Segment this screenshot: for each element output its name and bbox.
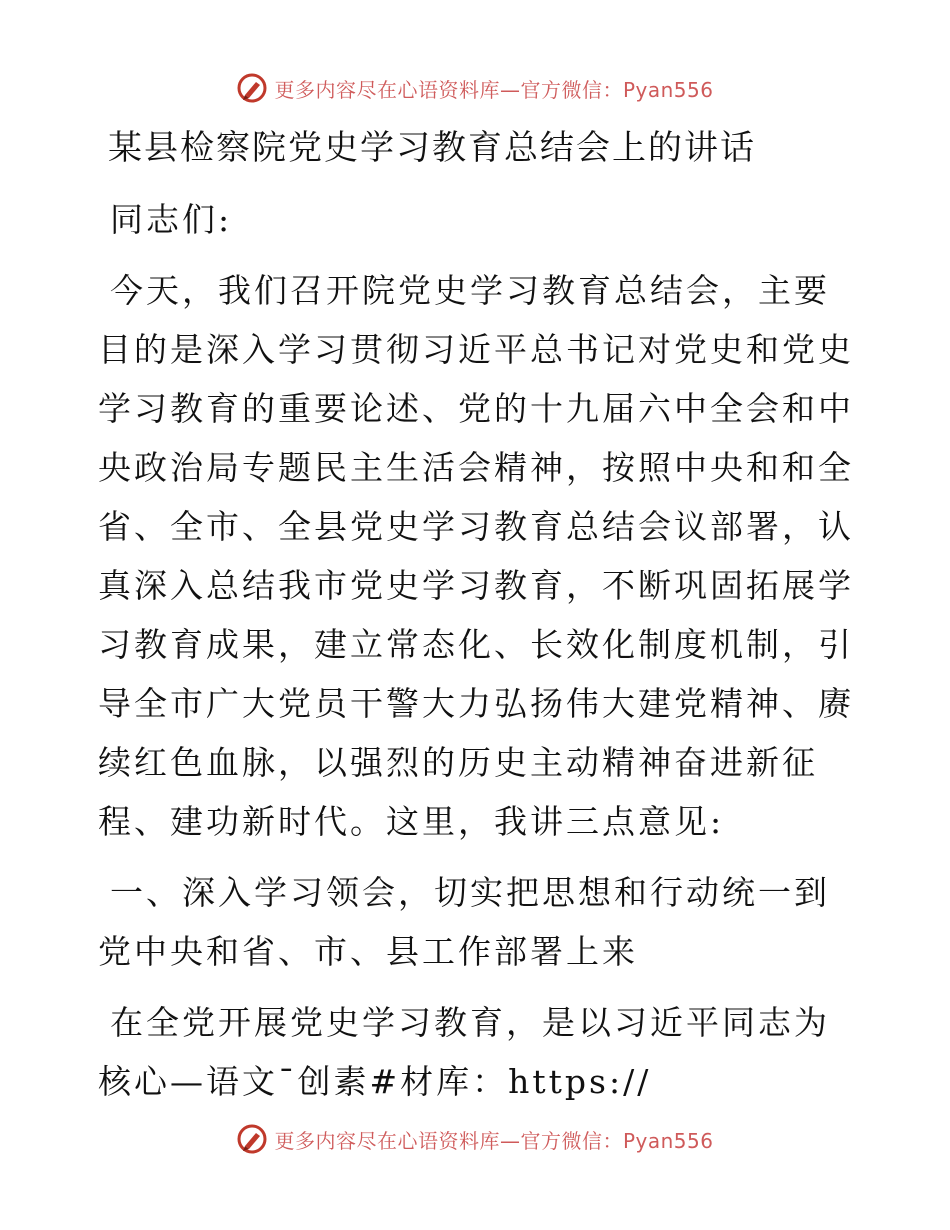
paragraph-2: 在全党开展党史学习教育，是以习近平同志为核心—语文¯创素#材库：https:// [98,1003,830,1101]
watermark-header [0,72,950,104]
pen-nib-logo-icon [236,1123,268,1155]
document-title: 某县检察院党史学习教育总结会上的讲话 [108,128,756,168]
document-body [98,120,858,1111]
watermark-footer [0,1123,950,1155]
greeting: 同志们: [110,200,233,239]
watermark-text: 更多内容尽在心语资料库—官方微信：Pyan556 [274,1128,714,1153]
watermark-text: 更多内容尽在心语资料库—官方微信：Pyan556 [274,77,714,102]
paragraph-1: 今天，我们召开院党史学习教育总结会，主要目的是深入学习贯彻习近平总书记对党史和党史学习教育的重要论述、党的十九届六中全会和中央政治局专题民主生活会精神，按照中央和和全省、全市、全县党史学习教育总结会议部署，认真深入总结我市党史学习教育，不断巩固拓展学习教育成果，建立常态化、长效化制度机制，引导全市广大党员干警大力弘扬伟大建党精神、赓续红色血脉，以强烈的历史主动精神奋进新征程、建功新时代。这里，我讲三点意见: [98,271,854,841]
section-heading-1: 一、深入学习领会，切实把思想和行动统一到党中央和省、市、县工作部署上来 [98,873,830,971]
pen-nib-logo-icon [236,72,268,104]
